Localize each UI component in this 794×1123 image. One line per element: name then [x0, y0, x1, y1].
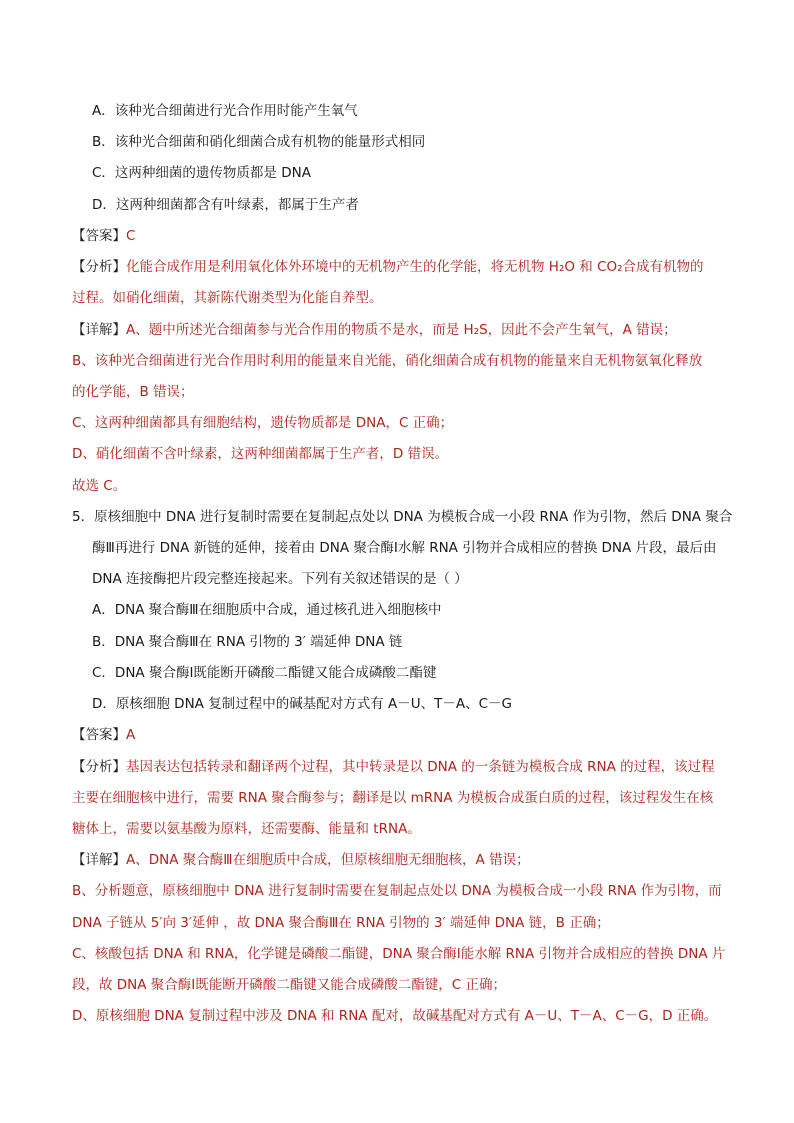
q5-option-b: B．DNA 聚合酶Ⅲ在 RNA 引物的 3′ 端延伸 DNA 链: [92, 634, 403, 650]
q5-analysis-line-1: [72, 757, 715, 777]
q4-option-b: B．该种光合细菌和硝化细菌合成有机物的能量形式相同: [92, 134, 426, 150]
q5-detail-line-4: C、核酸包括 DNA 和 RNA，化学键是磷酸二酯键，DNA 聚合酶Ⅰ能水解 RNA 引物并合成相应的替换 DNA 片: [72, 946, 726, 962]
q4-detail-line-5: D、硝化细菌不含叶绿素，这两种细菌都属于生产者，D 错误。: [72, 446, 449, 462]
q4-detail-label: 【详解】: [72, 322, 126, 338]
q5-analysis-line-2: 主要在细胞核中进行，需要 RNA 聚合酶参与；翻译是以 mRNA 为模板合成蛋白质的过程，该过程发生在核: [72, 790, 714, 806]
q4-detail-line-2: B、该种光合细菌进行光合作用时利用的能量来自光能，硝化细菌合成有机物的能量来自无机物氨氧化释放: [72, 353, 703, 369]
q4-answer: [72, 226, 135, 246]
q4-option-d: D．这两种细菌都含有叶绿素，都属于生产者: [92, 197, 359, 213]
q4-answer-value: C: [126, 228, 136, 244]
q4-answer-label: 【答案】: [72, 228, 126, 244]
q5-analysis-line-3: 糖体上，需要以氨基酸为原料，还需要酶、能量和 tRNA。: [72, 821, 421, 837]
q5-detail-line-1: [72, 850, 530, 870]
q5-detail-line-5: 段，故 DNA 聚合酶Ⅰ既能断开磷酸二酯键又能合成磷酸二酯键，C 正确；: [72, 977, 507, 993]
q4-detail-line-1: [72, 320, 677, 340]
q5-analysis-text: 基因表达包括转录和翻译两个过程，其中转录是以 DNA 的一条链为模板合成 RNA 的过程，该过程: [126, 759, 715, 775]
q5-option-c: C．DNA 聚合酶Ⅰ既能断开磷酸二酯键又能合成磷酸二酯键: [92, 665, 437, 681]
q4-option-a: A．该种光合细菌进行光合作用时能产生氧气: [92, 103, 358, 119]
q5-stem-line-1: 5．原核细胞中 DNA 进行复制时需要在复制起点处以 DNA 为模板合成一小段 RNA 作为引物，然后 DNA 聚合: [72, 509, 733, 525]
q5-stem-line-2: 酶Ⅲ再进行 DNA 新链的延伸，接着由 DNA 聚合酶Ⅰ水解 RNA 引物并合成相应的替换 DNA 片段，最后由: [92, 540, 717, 556]
q4-analysis-label: 【分析】: [72, 259, 126, 275]
q5-answer-label: 【答案】: [72, 727, 126, 743]
q4-option-c: C．这两种细菌的遗传物质都是 DNA: [92, 165, 311, 181]
q5-option-d: D．原核细胞 DNA 复制过程中的碱基配对方式有 A－U、T－A、C－G: [92, 696, 512, 712]
q5-stem-line-3: DNA 连接酶把片段完整连接起来。下列有关叙述错误的是（ ）: [92, 571, 468, 587]
q4-analysis-line-1: [72, 257, 704, 277]
q4-detail-line-3: 的化学能，B 错误；: [72, 384, 194, 400]
q5-detail-line-3: DNA 子链从 5′向 3′延伸 ，故 DNA 聚合酶Ⅲ在 RNA 引物的 3′ 端延伸 DNA 链，B 正确；: [72, 915, 610, 931]
q5-detail-label: 【详解】: [72, 852, 126, 868]
q4-detail-line-4: C、这两种细菌都具有细胞结构，遗传物质都是 DNA，C 正确；: [72, 415, 454, 431]
q5-detail-line-2: B、分析题意，原核细胞中 DNA 进行复制时需要在复制起点处以 DNA 为模板合成一小段 RNA 作为引物，而: [72, 883, 722, 899]
q5-answer-value: A: [126, 727, 136, 743]
q4-detail-text: A、题中所述光合细菌参与光合作用的物质不是水，而是 H₂S，因此不会产生氧气，A 错误；: [126, 322, 677, 338]
q5-option-a: A．DNA 聚合酶Ⅲ在细胞质中合成，通过核孔进入细胞核中: [92, 602, 442, 618]
q4-analysis-line-2: 过程。如硝化细菌，其新陈代谢类型为化能自养型。: [72, 290, 383, 306]
q4-analysis-text: 化能合成作用是利用氧化体外环境中的无机物产生的化学能，将无机物 H₂O 和 CO₂合成有机物的: [126, 259, 704, 275]
q5-detail-text: A、DNA 聚合酶Ⅲ在细胞质中合成，但原核细胞无细胞核，A 错误；: [126, 852, 530, 868]
q4-conclusion: 故选 C。: [72, 478, 127, 494]
q5-detail-line-6: D、原核细胞 DNA 复制过程中涉及 DNA 和 RNA 配对，故碱基配对方式有 A－U、T－A、C－G，D 正确。: [72, 1008, 718, 1024]
q5-analysis-label: 【分析】: [72, 759, 126, 775]
q5-answer: [72, 725, 135, 745]
